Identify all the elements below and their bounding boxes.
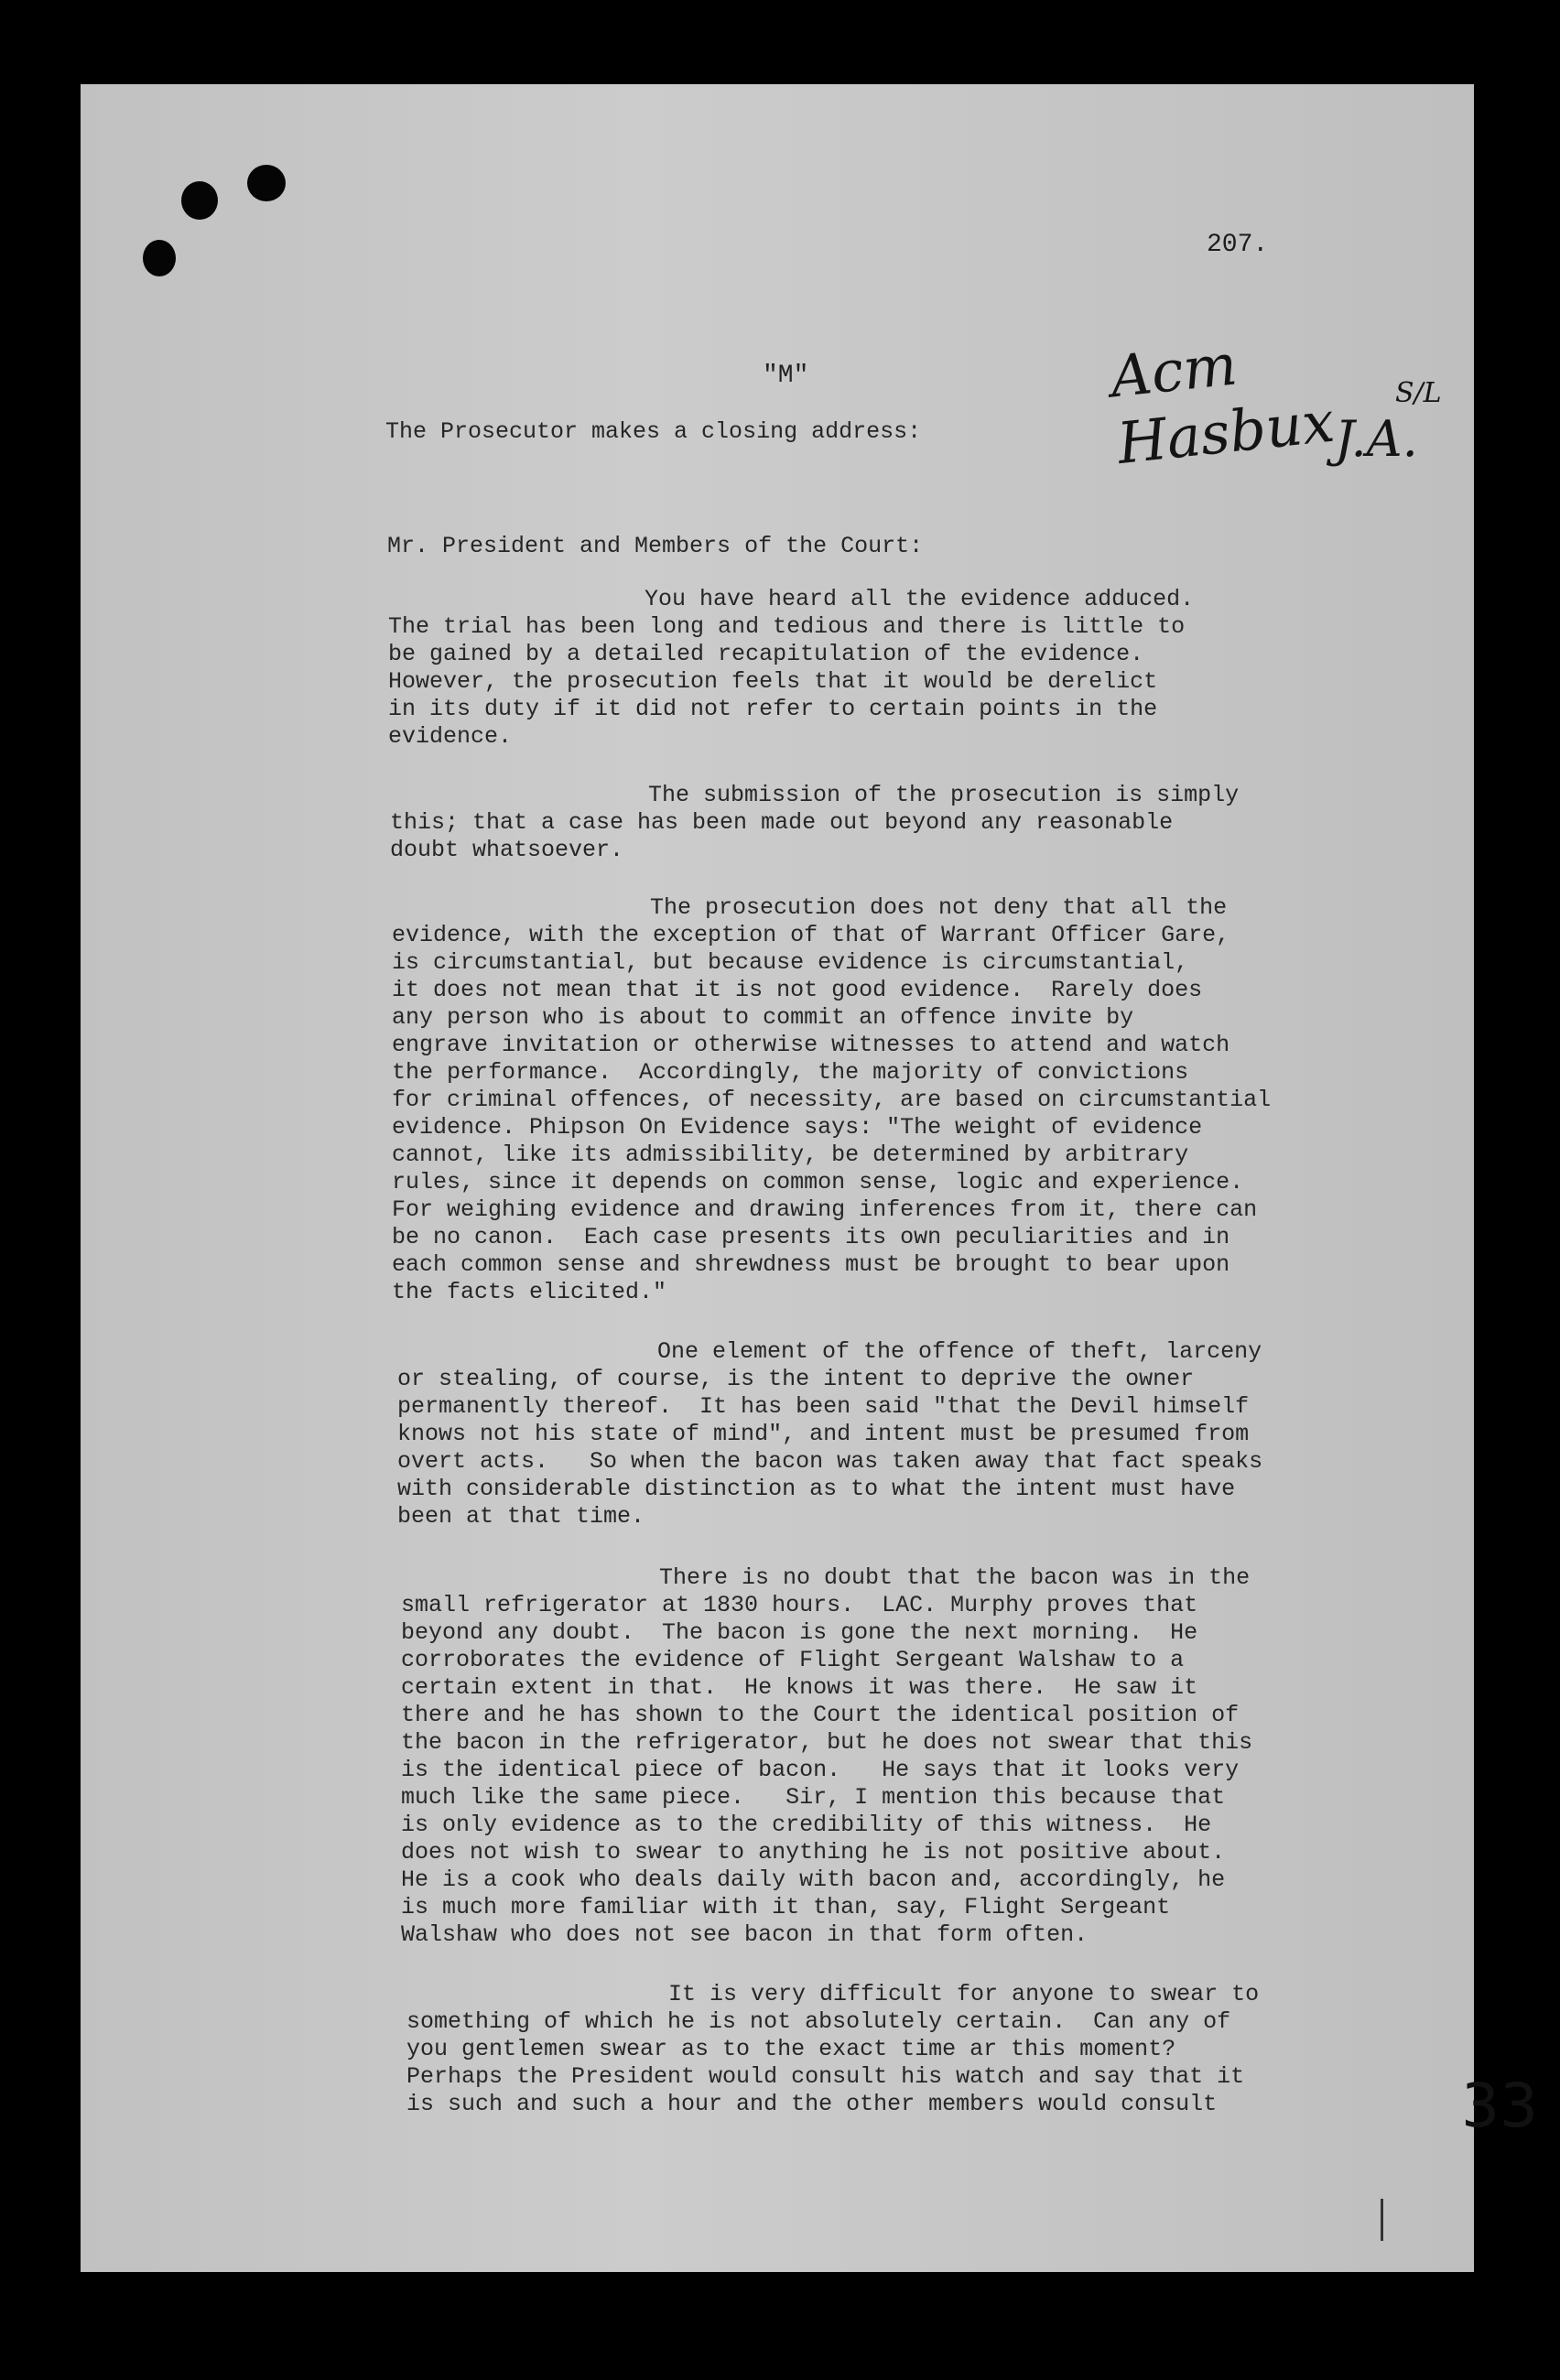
punch-hole bbox=[247, 165, 286, 201]
text-line: is such and such a hour and the other members would consult bbox=[406, 2091, 1218, 2117]
text-line: is the identical piece of bacon. He says that it looks very bbox=[401, 1757, 1240, 1783]
text-line: be gained by a detailed recapitulation of the evidence. bbox=[388, 641, 1144, 667]
text-line: cannot, like its admissibility, be determined by arbitrary bbox=[392, 1141, 1189, 1168]
salutation: Mr. President and Members of the Court: bbox=[387, 533, 924, 559]
text-line: One element of the offence of theft, larceny bbox=[657, 1338, 1262, 1365]
text-line: There is no doubt that the bacon was in the bbox=[659, 1564, 1251, 1591]
text-line: something of which he is not absolutely certain. Can any of bbox=[406, 2008, 1231, 2035]
text-line: this; that a case has been made out beyond any reasonable bbox=[390, 809, 1174, 836]
text-line: the performance. Accordingly, the majority of convictions bbox=[392, 1059, 1189, 1086]
section-letter: "M" bbox=[763, 362, 809, 390]
punch-hole bbox=[143, 240, 176, 276]
text-line: with considerable distinction as to what the intent must have bbox=[397, 1476, 1236, 1502]
text-line: the bacon in the refrigerator, but he does not swear that this bbox=[401, 1729, 1253, 1756]
text-line: been at that time. bbox=[397, 1503, 645, 1530]
page-number: 207. bbox=[1207, 231, 1269, 259]
text-line: small refrigerator at 1830 hours. LAC. Murphy proves that bbox=[401, 1592, 1198, 1618]
document-page bbox=[81, 84, 1538, 2272]
text-line: any person who is about to commit an offence invite by bbox=[392, 1004, 1134, 1031]
text-line: He is a cook who deals daily with bacon and, accordingly, he bbox=[401, 1866, 1226, 1893]
text-line: you gentlemen swear as to the exact time ar this moment? bbox=[406, 2036, 1176, 2062]
text-line: overt acts. So when the bacon was taken away that fact speaks bbox=[397, 1448, 1263, 1475]
text-line: Perhaps the President would consult his watch and say that it bbox=[406, 2063, 1245, 2090]
text-line: The prosecution does not deny that all the bbox=[650, 894, 1228, 921]
signature-initials: J.A. bbox=[1335, 410, 1418, 468]
text-line: For weighing evidence and drawing inferences from it, there can bbox=[392, 1196, 1258, 1223]
text-line: rules, since it depends on common sense, logic and experience. bbox=[392, 1169, 1244, 1195]
text-line: evidence. Phipson On Evidence says: "The weight of evidence bbox=[392, 1114, 1203, 1141]
text-line: in its duty if it did not refer to certain points in the bbox=[388, 696, 1158, 722]
text-line: is circumstantial, but because evidence is circumstantial, bbox=[392, 949, 1189, 976]
text-line: evidence. bbox=[388, 723, 513, 750]
text-line: each common sense and shrewdness must be brought to bear upon bbox=[392, 1251, 1230, 1278]
text-line: is only evidence as to the credibility of this witness. He bbox=[401, 1812, 1212, 1838]
text-line: knows not his state of mind", and intent must be presumed from bbox=[397, 1421, 1250, 1447]
text-line: certain extent in that. He knows it was there. He saw it bbox=[401, 1674, 1198, 1701]
margin-mark bbox=[1381, 2199, 1383, 2241]
text-line: However, the prosecution feels that it would be derelict bbox=[388, 668, 1158, 695]
text-line: corroborates the evidence of Flight Sergeant Walshaw to a bbox=[401, 1647, 1185, 1673]
handwritten-signature bbox=[1104, 320, 1454, 503]
text-line: evidence, with the exception of that of Warrant Officer Gare, bbox=[392, 922, 1230, 948]
text-line: doubt whatsoever. bbox=[390, 837, 624, 863]
text-line: beyond any doubt. The bacon is gone the next morning. He bbox=[401, 1619, 1198, 1646]
text-line: does not wish to swear to anything he is not positive about. bbox=[401, 1839, 1226, 1866]
punch-hole bbox=[181, 181, 218, 220]
text-line: or stealing, of course, is the intent to deprive the owner bbox=[397, 1366, 1195, 1392]
text-line: The submission of the prosecution is simply bbox=[648, 782, 1240, 808]
heading: The Prosecutor makes a closing address: bbox=[385, 418, 922, 445]
text-line: be no canon. Each case presents its own peculiarities and in bbox=[392, 1224, 1230, 1250]
text-line: You have heard all the evidence adduced. bbox=[645, 586, 1195, 612]
text-line: Walshaw who does not see bacon in that form often. bbox=[401, 1921, 1089, 1948]
text-line: it does not mean that it is not good evidence. Rarely does bbox=[392, 977, 1203, 1003]
text-line: permanently thereof. It has been said "that the Devil himself bbox=[397, 1393, 1250, 1420]
text-line: It is very difficult for anyone to swear to bbox=[668, 1981, 1260, 2007]
text-line: is much more familiar with it than, say, Flight Sergeant bbox=[401, 1894, 1171, 1920]
text-line: the facts elicited." bbox=[392, 1279, 667, 1305]
text-line: The trial has been long and tedious and there is little to bbox=[388, 613, 1186, 640]
text-line: for criminal offences, of necessity, are based on circumstantial bbox=[392, 1087, 1272, 1113]
folio-number: 33 bbox=[1461, 2071, 1538, 2141]
signature-suffix: S/L bbox=[1395, 377, 1442, 409]
text-line: much like the same piece. Sir, I mention this because that bbox=[401, 1784, 1226, 1811]
signature-name: Acm Hasbux bbox=[1107, 330, 1338, 478]
text-line: engrave invitation or otherwise witnesses to attend and watch bbox=[392, 1032, 1230, 1058]
text-line: there and he has shown to the Court the identical position of bbox=[401, 1702, 1240, 1728]
